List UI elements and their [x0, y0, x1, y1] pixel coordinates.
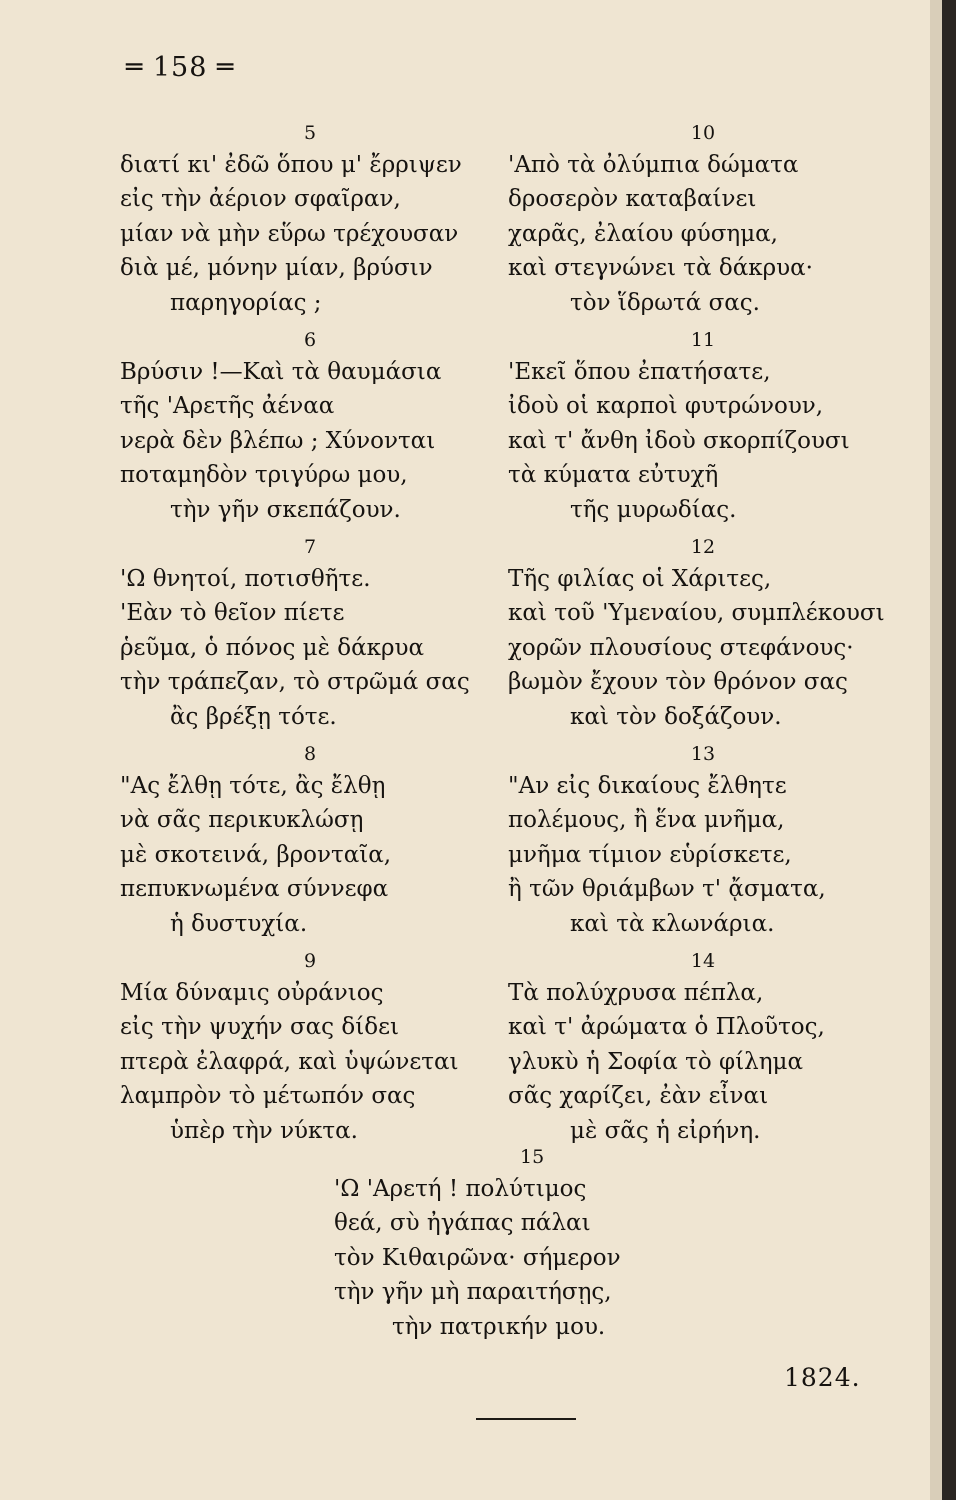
stanza-5 [120, 113, 500, 320]
verse-refrain: ὑπὲρ τὴν νύκτα. [170, 1117, 358, 1144]
page-edge-shadow [930, 0, 942, 1500]
verse-line: ποταμηδὸν τριγύρω μου, [120, 462, 408, 488]
verse-line: θεά, σὺ ἠγάπας πάλαι [334, 1210, 591, 1236]
stanza-number: 5 [303, 122, 317, 144]
verse-line: 'Ω 'Αρετή ! πολύτιμος [334, 1175, 587, 1202]
verse-line: εἰς τὴν ψυχήν σας δίδει [120, 1014, 400, 1040]
stanza-13 [508, 734, 898, 941]
verse-line: τὸν Κιθαιρῶνα· σήμερον [334, 1244, 621, 1271]
stanza-6 [120, 320, 500, 527]
stanza-number: 14 [690, 950, 716, 972]
verse-line: Τῆς φιλίας οἱ Χάριτες, [508, 565, 772, 592]
verse-line: εἰς τὴν ἀέριον σφαῖραν, [120, 186, 401, 212]
stanza-11 [508, 320, 898, 527]
verse-refrain: τὸν ἵδρωτά σας. [570, 289, 760, 316]
stanza-number: 12 [690, 536, 716, 558]
verse-line: 'Εκεῖ ὅπου ἐπατήσατε, [508, 358, 771, 385]
verse-line: καὶ στεγνώνει τὰ δάκρυα· [508, 255, 813, 281]
stanza-10 [508, 113, 898, 320]
verse-line: ῥεῦμα, ὁ πόνος μὲ δάκρυα [120, 634, 425, 661]
verse-line: νὰ σᾶς περικυκλώσῃ [120, 807, 364, 833]
verse-refrain: τὴν πατρικήν μου. [392, 1313, 606, 1340]
stanza-7 [120, 527, 500, 734]
verse-line: σᾶς χαρίζει, ἐὰν εἶναι [508, 1083, 769, 1109]
stanza-number: 11 [690, 329, 716, 351]
verse-line: λαμπρὸν τὸ μέτωπόν σας [120, 1083, 416, 1109]
verse-line: δροσερὸν καταβαίνει [508, 186, 757, 212]
verse-line: τὰ κύματα εὐτυχῆ [508, 462, 719, 488]
stanza-14 [508, 941, 898, 1148]
verse-line: χαρᾶς, ἐλαίου φύσημα, [508, 220, 778, 247]
verse-line: 'Εὰν τὸ θεῖον πίετε [120, 600, 345, 626]
verse-refrain: τὴν γῆν σκεπάζουν. [170, 496, 401, 523]
verse-refrain: ἂς βρέξῃ τότε. [170, 703, 337, 730]
stanza-number: 8 [303, 743, 317, 765]
stanza-number: 7 [303, 536, 317, 558]
stanza-12 [508, 527, 898, 734]
stanza-number: 13 [690, 743, 716, 765]
verse-refrain: τῆς μυρωδίας. [570, 496, 737, 523]
verse-line: μνῆμα τίμιον εὑρίσκετε, [508, 841, 792, 868]
page-number-header: ═ 158 ═ [126, 52, 235, 83]
verse-line: καὶ τ' ἀρώματα ὁ Πλοῦτος, [508, 1014, 825, 1040]
verse-line: καὶ τοῦ 'Υμεναίου, συμπλέκουσι [508, 600, 885, 626]
verse-line: ἢ τῶν θριάμβων τ' ᾄσματα, [508, 876, 826, 902]
verse-line: 'Ω θνητοί, ποτισθῆτε. [120, 565, 371, 592]
stanza-number: 15 [520, 1146, 545, 1168]
verse-line: διὰ μέ, μόνην μίαν, βρύσιν [120, 255, 433, 281]
verse-refrain: παρηγορίας ; [170, 289, 322, 316]
verse-line: "Ας ἔλθῃ τότε, ἂς ἔλθῃ [120, 772, 386, 799]
left-column [120, 113, 500, 1148]
verse-line: πεπυκνωμένα σύννεφα [120, 876, 389, 902]
verse-line: τὴν τράπεζαν, τὸ στρῶμά σας [120, 669, 470, 695]
verse-line: καὶ τ' ἄνθη ἰδοὺ σκορπίζουσι [508, 427, 850, 454]
stanza-9 [120, 941, 500, 1148]
stanza-number: 10 [690, 122, 716, 144]
verse-refrain: καὶ τὸν δοξάζουν. [570, 703, 782, 730]
right-column [508, 113, 898, 1148]
verse-line: διατί κι' ἐδῶ ὅπου μ' ἔρριψεν [120, 151, 462, 178]
verse-line: Μία δύναμις οὐράνιος [120, 979, 384, 1006]
stanza-number: 9 [303, 950, 317, 972]
verse-line: βωμὸν ἔχουν τὸν θρόνον σας [508, 669, 848, 695]
verse-line: Τὰ πολύχρυσα πέπλα, [508, 979, 764, 1006]
verse-line: χορῶν πλουσίους στεφάνους· [508, 634, 854, 661]
verse-line: τὴν γῆν μὴ παραιτήσῃς, [334, 1279, 612, 1305]
verse-line: μὲ σκοτεινά, βρονταῖα, [120, 841, 392, 868]
verse-line: Βρύσιν !—Καὶ τὰ θαυμάσια [120, 358, 442, 385]
verse-refrain: καὶ τὰ κλωνάρια. [570, 910, 775, 937]
verse-line: τῆς 'Αρετῆς ἀέναα [120, 393, 335, 419]
verse-line: "Αν εἰς δικαίους ἔλθητε [508, 772, 787, 799]
stanza-8 [120, 734, 500, 941]
book-binding-edge [942, 0, 956, 1500]
verse-line: 'Απὸ τὰ ὀλύμπια δώματα [508, 151, 799, 178]
verse-refrain: μὲ σᾶς ἡ εἰρήνη. [570, 1117, 761, 1144]
poem-year: 1824. [784, 1363, 861, 1392]
stanza-15 [334, 1137, 734, 1344]
verse-line: γλυκὺ ἡ Σοφία τὸ φίλημα [508, 1048, 803, 1075]
verse-line: πολέμους, ἢ ἕνα μνῆμα, [508, 807, 785, 833]
end-rule-divider [476, 1418, 576, 1420]
verse-line: νερὰ δὲν βλέπω ; Χύνονται [120, 427, 436, 454]
verse-line: μίαν νὰ μὴν εὕρω τρέχουσαν [120, 220, 459, 247]
verse-line: ἰδοὺ οἱ καρποὶ φυτρώνουν, [508, 393, 824, 419]
stanza-number: 6 [303, 329, 317, 351]
verse-refrain: ἡ δυστυχία. [170, 910, 308, 937]
verse-line: πτερὰ ἐλαφρά, καὶ ὑψώνεται [120, 1048, 459, 1075]
